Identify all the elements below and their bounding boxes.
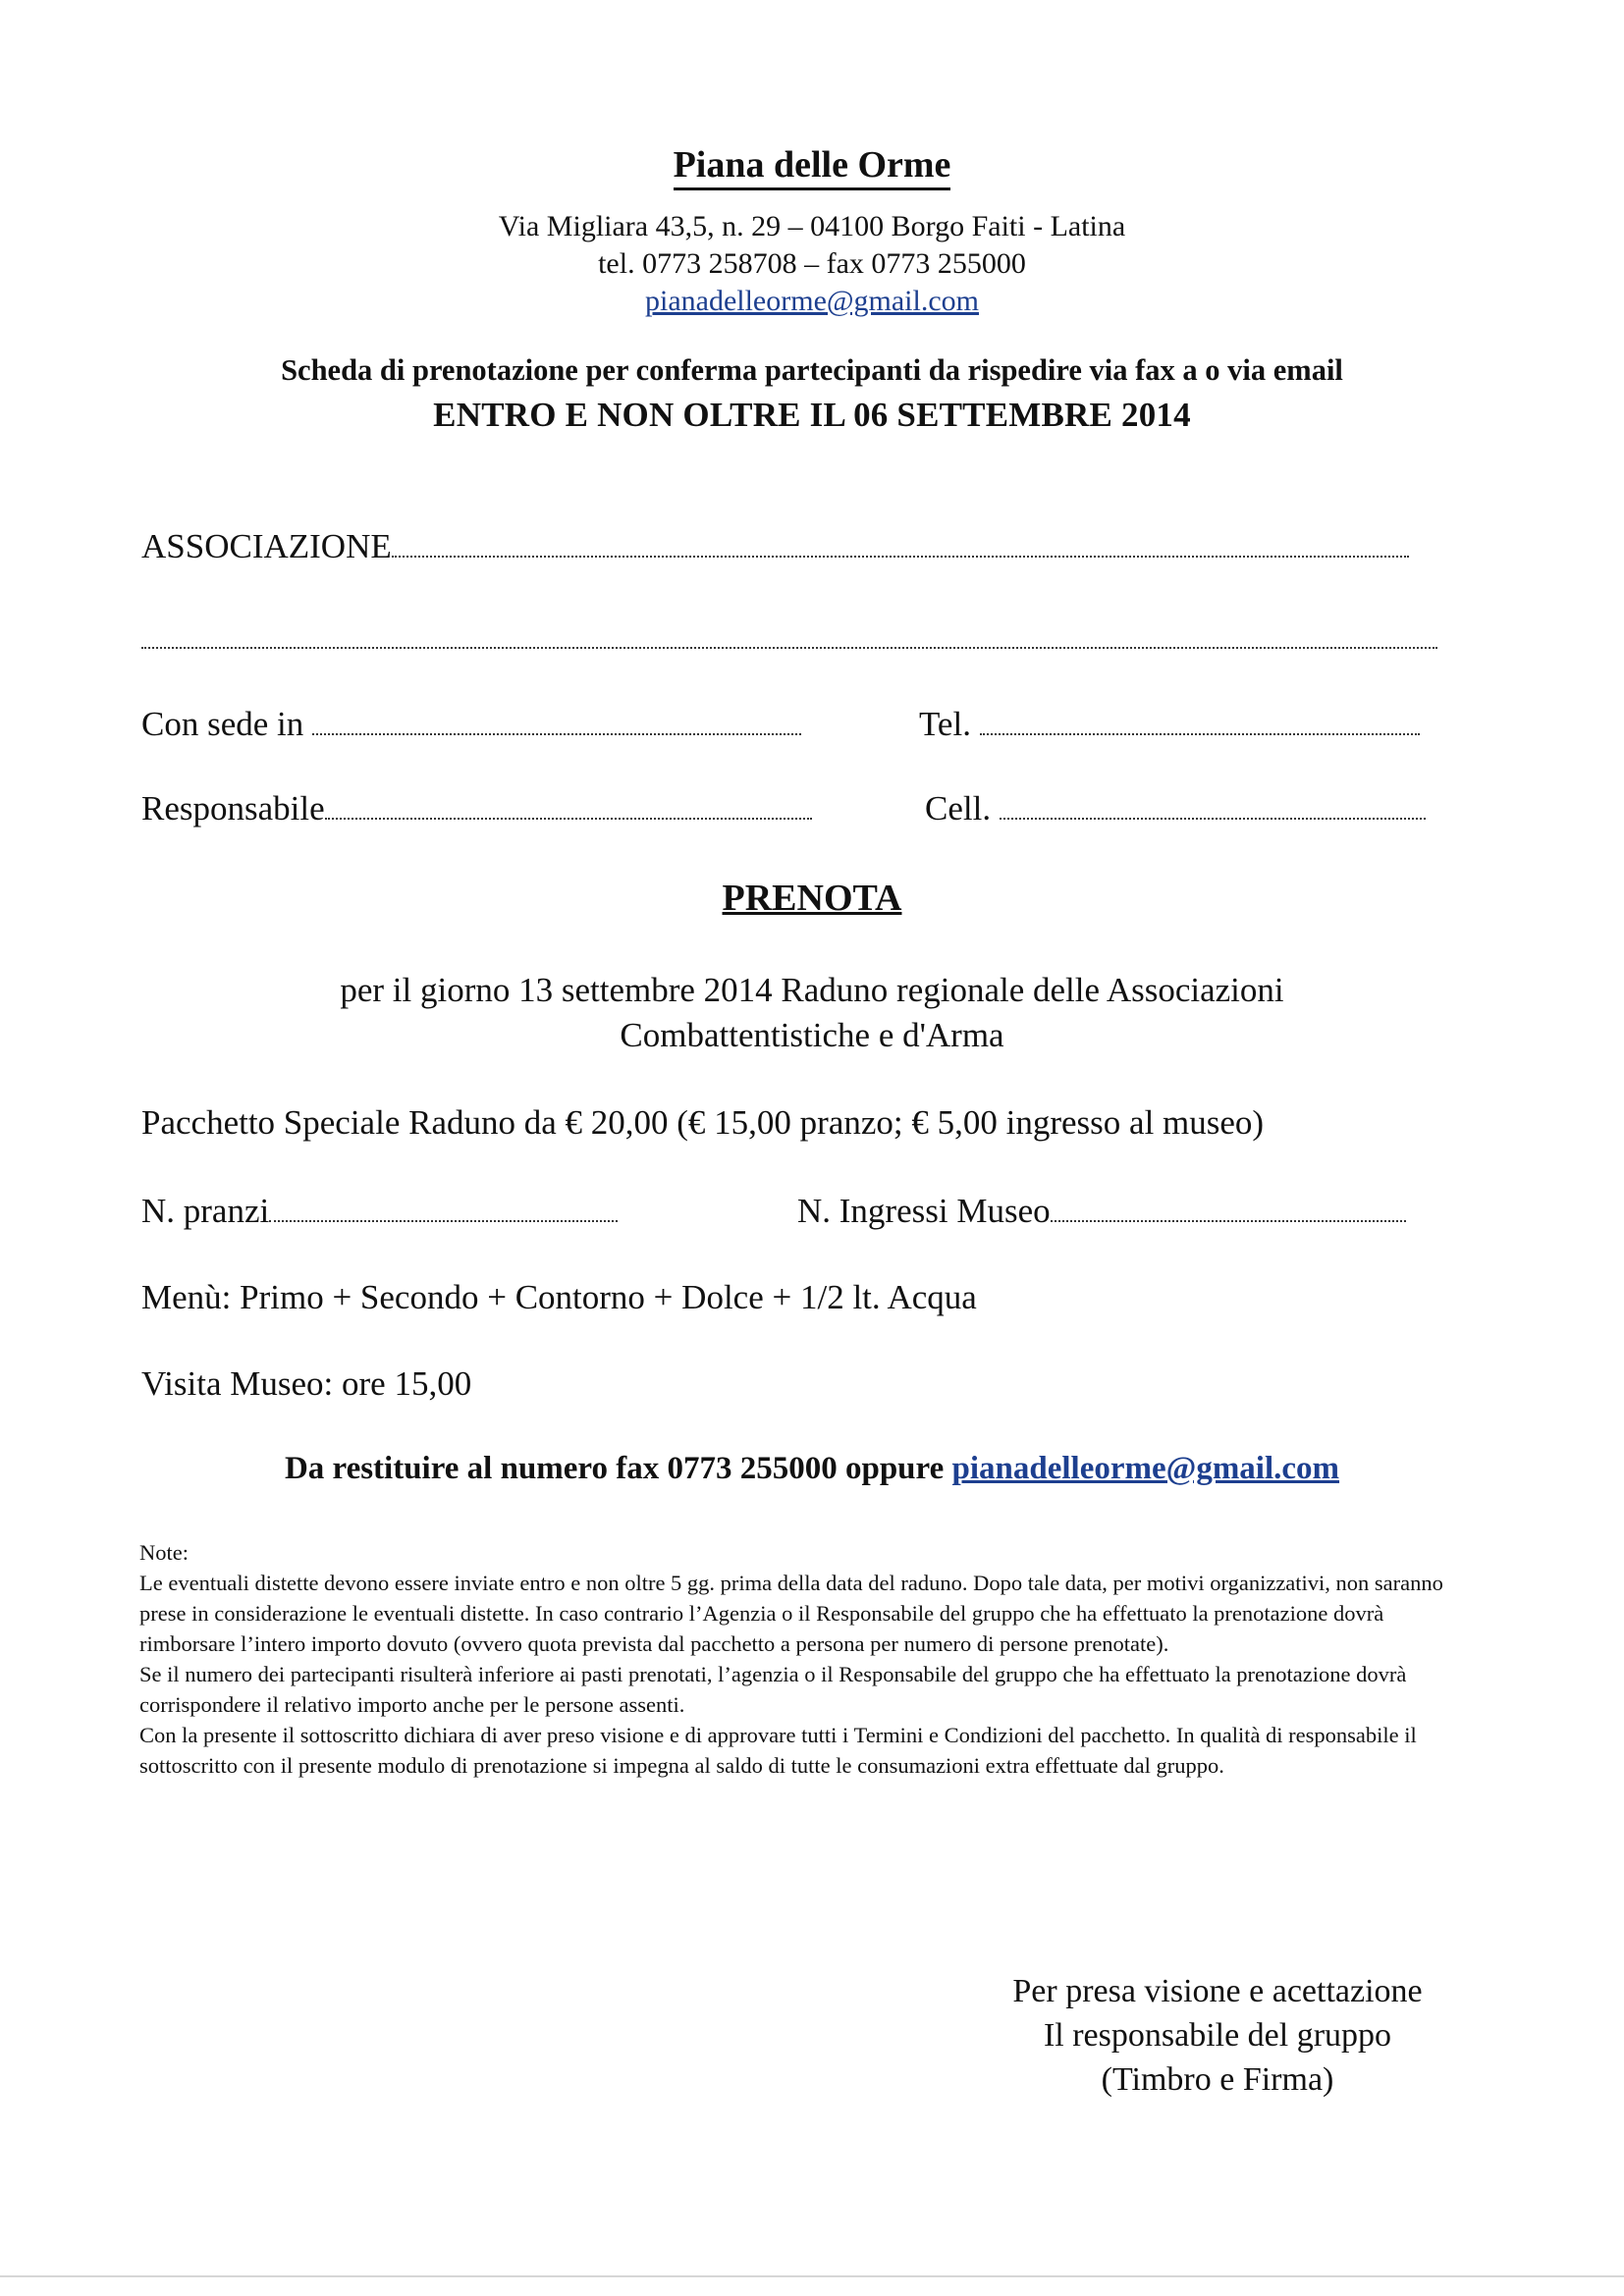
associazione-field-continuation[interactable]: [141, 618, 1437, 658]
address-line: Via Migliara 43,5, n. 29 – 04100 Borgo Faiti - Latina: [498, 210, 1126, 242]
responsabile-field[interactable]: [141, 789, 812, 828]
phone-fax-line: tel. 0773 258708 – fax 0773 255000: [598, 247, 1026, 280]
sede-label: Con sede in: [141, 705, 304, 743]
ingressi-field[interactable]: [797, 1192, 1406, 1231]
associazione-label: ASSOCIAZIONE: [141, 527, 392, 565]
associazione-field[interactable]: [141, 527, 1409, 566]
ingressi-label: N. Ingressi Museo: [797, 1192, 1051, 1230]
sede-input-line[interactable]: [312, 725, 801, 735]
cell-input-line[interactable]: [1000, 810, 1426, 820]
notes-section: [139, 1537, 1445, 1781]
return-text: Da restituire al numero fax 0773 255000 oppure: [284, 1451, 945, 1486]
signature-line-1: Per presa visione e acettazione: [1012, 1973, 1423, 2009]
prenota-line-1: per il giorno 13 settembre 2014 Raduno regionale delle Associazioni: [340, 971, 1284, 1009]
package-text: Pacchetto Speciale Raduno da € 20,00 (€ 15,00 pranzo; € 5,00 ingresso al museo): [141, 1103, 1265, 1142]
deadline-text: ENTRO E NON OLTRE IL 06 SETTEMBRE 2014: [433, 396, 1191, 434]
page-bottom-edge: [0, 2275, 1624, 2277]
prenota-line-2: Combattentistiche e d'Arma: [620, 1016, 1004, 1054]
associazione-input-line-2[interactable]: [141, 639, 1437, 649]
cell-field[interactable]: [925, 789, 1426, 828]
tel-label: Tel.: [919, 705, 971, 743]
notes-paragraph-1: Le eventuali distette devono essere inviate entro e non oltre 5 gg. prima della data del raduno. Dopo tale data, per motivi organizzativi, non saranno prese in considerazione le eventuali distette. In caso contrario l’Agenzia o il Responsabile del gruppo che ha effettuato la prenotazione dovrà rimborsare l’intero importo dovuto (ovvero quota prevista dal pacchetto a persona per numero di persone prenotate).: [139, 1571, 1443, 1656]
responsabile-label: Responsabile: [141, 789, 325, 828]
visita-text: Visita Museo: ore 15,00: [141, 1364, 472, 1403]
return-line: [0, 1451, 1624, 1487]
notes-paragraph-3: Con la presente il sottoscritto dichiara di aver preso visione e di approvare tutti i Termini e Condizioni del pacchetto. In qualità di responsabile il sottoscritto con il presente modulo di prenotazione si impegna al saldo di tutte le consumazioni extra effettuate dal gruppo.: [139, 1723, 1417, 1778]
associazione-input-line[interactable]: [392, 548, 1409, 558]
ingressi-input-line[interactable]: [1051, 1212, 1406, 1222]
responsabile-input-line[interactable]: [325, 810, 812, 820]
header-email-link[interactable]: pianadelleorme@gmail.com: [644, 285, 979, 317]
document-title: Piana delle Orme: [0, 143, 1624, 187]
intro-text: Scheda di prenotazione per conferma partecipanti da rispedire via fax a o via email: [281, 353, 1343, 387]
tel-field[interactable]: [919, 705, 1420, 744]
notes-paragraph-2: Se il numero dei partecipanti risulterà inferiore ai pasti prenotati, l’agenzia o il Responsabile del gruppo che ha effettuato la prenotazione dovrà corrispondere il relativo importo anche per le persone assenti.: [139, 1662, 1407, 1717]
menu-text: Menù: Primo + Secondo + Contorno + Dolce + 1/2 lt. Acqua: [141, 1278, 977, 1316]
signature-line-3: (Timbro e Firma): [1101, 2061, 1334, 2098]
prenota-heading: PRENOTA: [722, 878, 902, 919]
pranzi-field[interactable]: [141, 1192, 618, 1231]
tel-input-line[interactable]: [980, 725, 1420, 735]
sede-field[interactable]: [141, 705, 801, 744]
return-email-link[interactable]: pianadelleorme@gmail.com: [951, 1451, 1340, 1486]
pranzi-input-line[interactable]: [269, 1212, 618, 1222]
cell-label: Cell.: [925, 789, 992, 828]
notes-heading: Note:: [139, 1540, 189, 1565]
pranzi-label: N. pranzi: [141, 1192, 270, 1230]
signature-line-2: Il responsabile del gruppo: [1043, 2017, 1392, 2054]
